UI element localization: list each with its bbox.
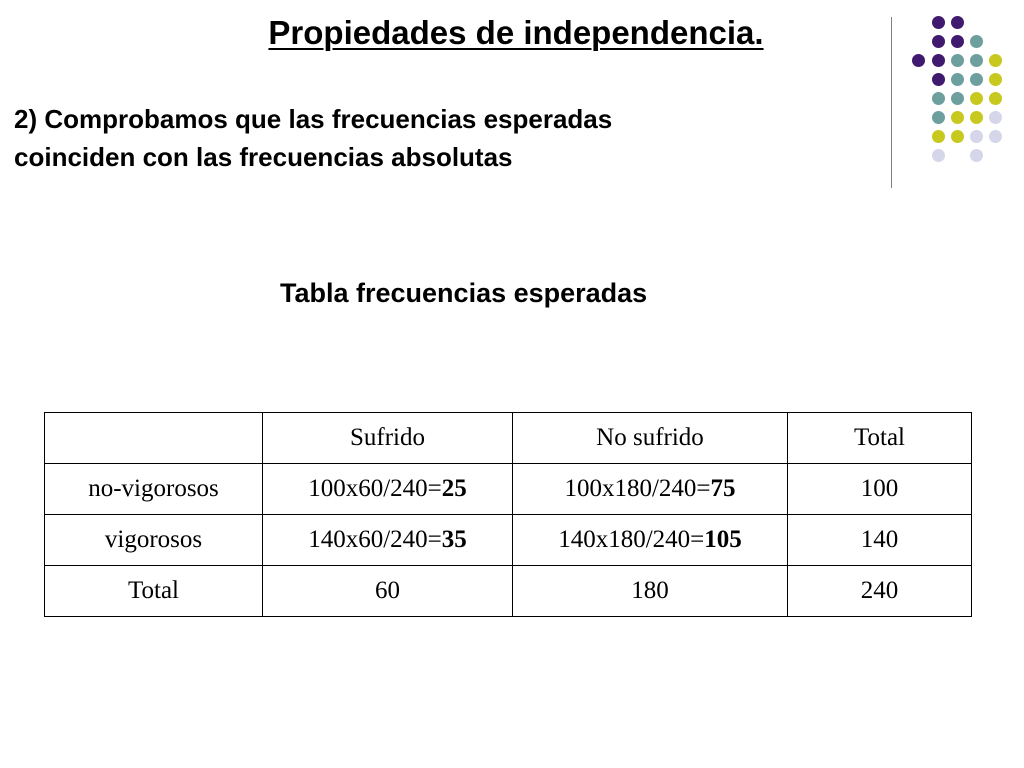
table-row <box>45 515 972 566</box>
row-total: 140 <box>788 515 972 566</box>
subtitle-line-2: coinciden con las frecuencias absolutas <box>14 142 513 172</box>
cell-formula: 140x60/240= <box>308 526 442 553</box>
decorative-dot <box>932 130 945 143</box>
row-label: vigorosos <box>45 515 263 566</box>
decorative-dot <box>912 54 925 67</box>
decorative-dot <box>932 54 945 67</box>
decorative-dot <box>951 54 964 67</box>
table-row <box>45 464 972 515</box>
table-cell: 180 <box>513 566 788 617</box>
cell-formula: 140x180/240= <box>558 526 705 553</box>
decorative-dot <box>970 130 983 143</box>
decorative-dot <box>989 92 1002 105</box>
decorative-dot <box>989 54 1002 67</box>
header-cell-sufrido: Sufrido <box>263 413 513 464</box>
table-cell <box>513 464 788 515</box>
decorative-dot <box>989 111 1002 124</box>
cell-formula: 100x180/240= <box>564 475 711 502</box>
row-total: 100 <box>788 464 972 515</box>
cell-result: 105 <box>704 526 742 553</box>
subtitle-line-1: 2) Comprobamos que las frecuencias esperadas <box>14 104 613 134</box>
decorative-dot <box>932 92 945 105</box>
header-cell-total: Total <box>788 413 972 464</box>
decorative-dot <box>970 92 983 105</box>
table-cell <box>263 464 513 515</box>
table-cell: 60 <box>263 566 513 617</box>
decorative-dot <box>951 130 964 143</box>
table-cell <box>263 515 513 566</box>
decorative-dot <box>970 73 983 86</box>
cell-formula: 100x60/240= <box>308 475 442 502</box>
decorative-dot <box>970 149 983 162</box>
table-header-row <box>45 413 972 464</box>
slide-title: Propiedades de independencia. <box>268 14 764 51</box>
decorative-dot <box>951 92 964 105</box>
cell-result: 35 <box>441 526 467 553</box>
row-label: Total <box>45 566 263 617</box>
cell-result: 25 <box>441 475 467 502</box>
decorative-dot <box>970 111 983 124</box>
cell-result: 75 <box>710 475 736 502</box>
table-cell <box>513 515 788 566</box>
header-cell-no-sufrido: No sufrido <box>513 413 788 464</box>
row-label: no-vigorosos <box>45 464 263 515</box>
decorative-dot <box>951 73 964 86</box>
decorative-dot <box>932 111 945 124</box>
decorative-divider <box>891 17 892 188</box>
decorative-dot <box>989 130 1002 143</box>
header-cell-empty <box>45 413 263 464</box>
decorative-dot <box>970 54 983 67</box>
row-total: 240 <box>788 566 972 617</box>
slide-subtitle <box>14 100 834 176</box>
expected-frequency-table <box>44 412 972 617</box>
table-row <box>45 566 972 617</box>
decorative-dot <box>989 73 1002 86</box>
table-caption: Tabla frecuencias esperadas <box>280 278 648 308</box>
decorative-dot <box>932 149 945 162</box>
decorative-dot <box>932 73 945 86</box>
decorative-dot <box>951 111 964 124</box>
